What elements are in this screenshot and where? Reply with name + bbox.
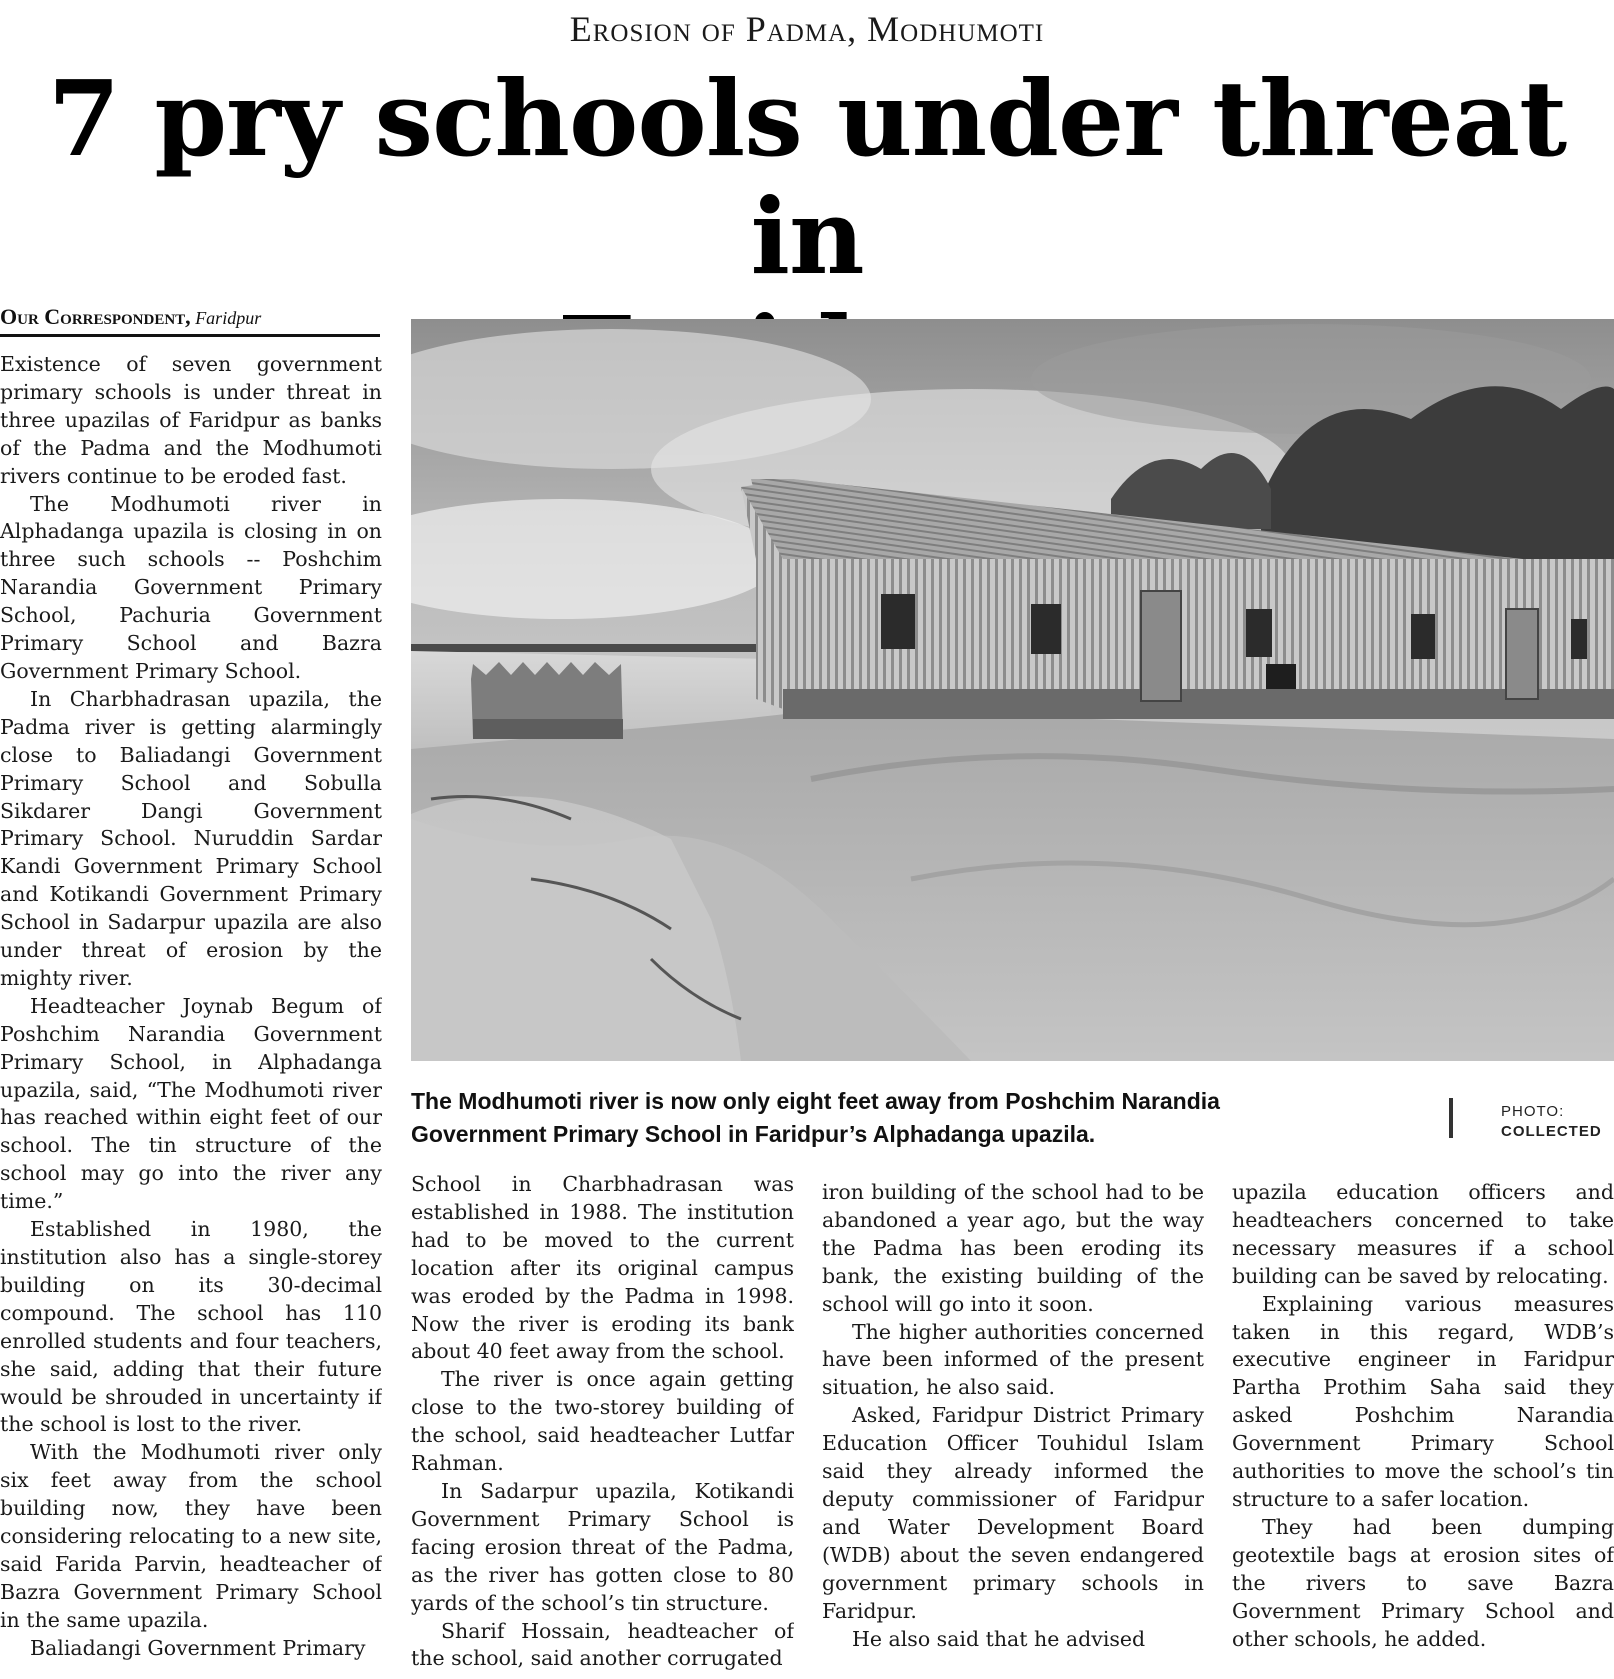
- paragraph: iron building of the school had to be abandoned a year ago, but the way the Padma has been eroding its bank, the existing building of the school will go into it soon.: [822, 1180, 1204, 1316]
- paragraph: In Charbhadrasan upazila, the Padma river is getting alarmingly close to Baliadangi Government Primary School and Sobulla Sikdarer Dangi Government Primary School. Nuruddin Sardar Kandi Government Primary School and Kotikandi Government Primary School in Sadarpur upazila are also under threat of erosion by the mighty river.: [0, 686, 382, 990]
- photo-credit-value: COLLECTED: [1501, 1123, 1602, 1140]
- byline-name: Our Correspondent,: [0, 304, 191, 329]
- paragraph: upazila education officers and headteachers concerned to take necessary measures if a school building can be saved by relocating.: [1232, 1180, 1614, 1288]
- article-column-2: [411, 1171, 794, 1679]
- caption-line-1: The Modhumoti river is now only eight feet away from Poshchim Narandia: [411, 1088, 1220, 1114]
- paragraph: The river is once again getting close to the two-storey building of the school, said headteacher Lutfar Rahman.: [411, 1367, 794, 1476]
- paragraph: School in Charbhadrasan was established in 1988. The institution had to be moved to the current location after its original campus was eroded by the Padma in 1998. Now the river is eroding its bank about 40 feet away from the school.: [411, 1172, 794, 1364]
- paragraph: Baliadangi Government Primary: [30, 1635, 366, 1660]
- paragraph: Existence of seven government primary schools is under threat in three upazilas of Faridpur as banks of the Padma and the Modhumoti rivers continue to be eroded fast.: [0, 352, 382, 488]
- photo-credit-label: PHOTO:: [1501, 1103, 1565, 1120]
- paragraph: Explaining various measures taken in this regard, WDB’s executive engineer in Faridpur Partha Prothim Saha said they asked Poshchim Narandia Government Primary School authorities to move the school’s tin structure to a safer location.: [1232, 1291, 1614, 1511]
- paragraph: The higher authorities concerned have been informed of the present situation, he also said.: [822, 1319, 1204, 1400]
- article-column-1: [0, 351, 382, 1679]
- credit-divider: [1449, 1098, 1453, 1138]
- paragraph: Established in 1980, the institution also has a single-storey building on its 30-decimal compound. The school has 110 enrolled students and four teachers, she said, adding that their future would be shrouded in uncertainty if the school is lost to the river.: [0, 1217, 382, 1437]
- paragraph: Headteacher Joynab Begum of Poshchim Narandia Government Primary School, in Alphadanga upazila, said, “The Modhumoti river has reached within eight feet of our school. The tin structure of the school may go into the river any time.”: [0, 993, 382, 1214]
- caption-line-2: Government Primary School in Faridpur’s Alphadanga upazila.: [411, 1121, 1096, 1147]
- byline: [0, 300, 380, 337]
- paragraph: They had been dumping geotextile bags at erosion sites of the rivers to save Bazra Government Primary School and other schools, he added.: [1232, 1514, 1614, 1651]
- paragraph: With the Modhumoti river only six feet away from the school building now, they have been considering relocating to a new site, said Farida Parvin, headteacher of Bazra Government Primary School in the same upazila.: [0, 1440, 382, 1632]
- paragraph: Asked, Faridpur District Primary Education Officer Touhidul Islam said they already informed the deputy commissioner of Faridpur and Water Development Board (WDB) about the seven endangered government primary schools in Faridpur.: [822, 1403, 1204, 1623]
- school-riverbank-photo: [411, 319, 1614, 1061]
- paragraph: Sharif Hossain, headteacher of the school, said another corrugated: [411, 1618, 794, 1671]
- byline-place: Faridpur: [195, 308, 262, 328]
- article-column-4: [1232, 1179, 1614, 1679]
- news-photo: [411, 319, 1614, 1061]
- paragraph: The Modhumoti river in Alphadanga upazila is closing in on three such schools -- Poshchim Narandia Government Primary School, Pachuria Government Primary School and Bazra Government Primary School.: [0, 491, 382, 683]
- headline-line-1: 7 pry schools under threat in: [47, 57, 1567, 298]
- paragraph: He also said that he advised: [852, 1626, 1146, 1651]
- section-kicker: Erosion of Padma, Modhumoti: [569, 9, 1045, 49]
- article-column-3: [822, 1179, 1204, 1679]
- photo-credit: [1501, 1102, 1614, 1142]
- photo-caption: [411, 1085, 1281, 1151]
- paragraph: In Sadarpur upazila, Kotikandi Government Primary School is facing erosion threat of the Padma, as the river has gotten close to 80 yards of the school’s tin structure.: [411, 1478, 794, 1615]
